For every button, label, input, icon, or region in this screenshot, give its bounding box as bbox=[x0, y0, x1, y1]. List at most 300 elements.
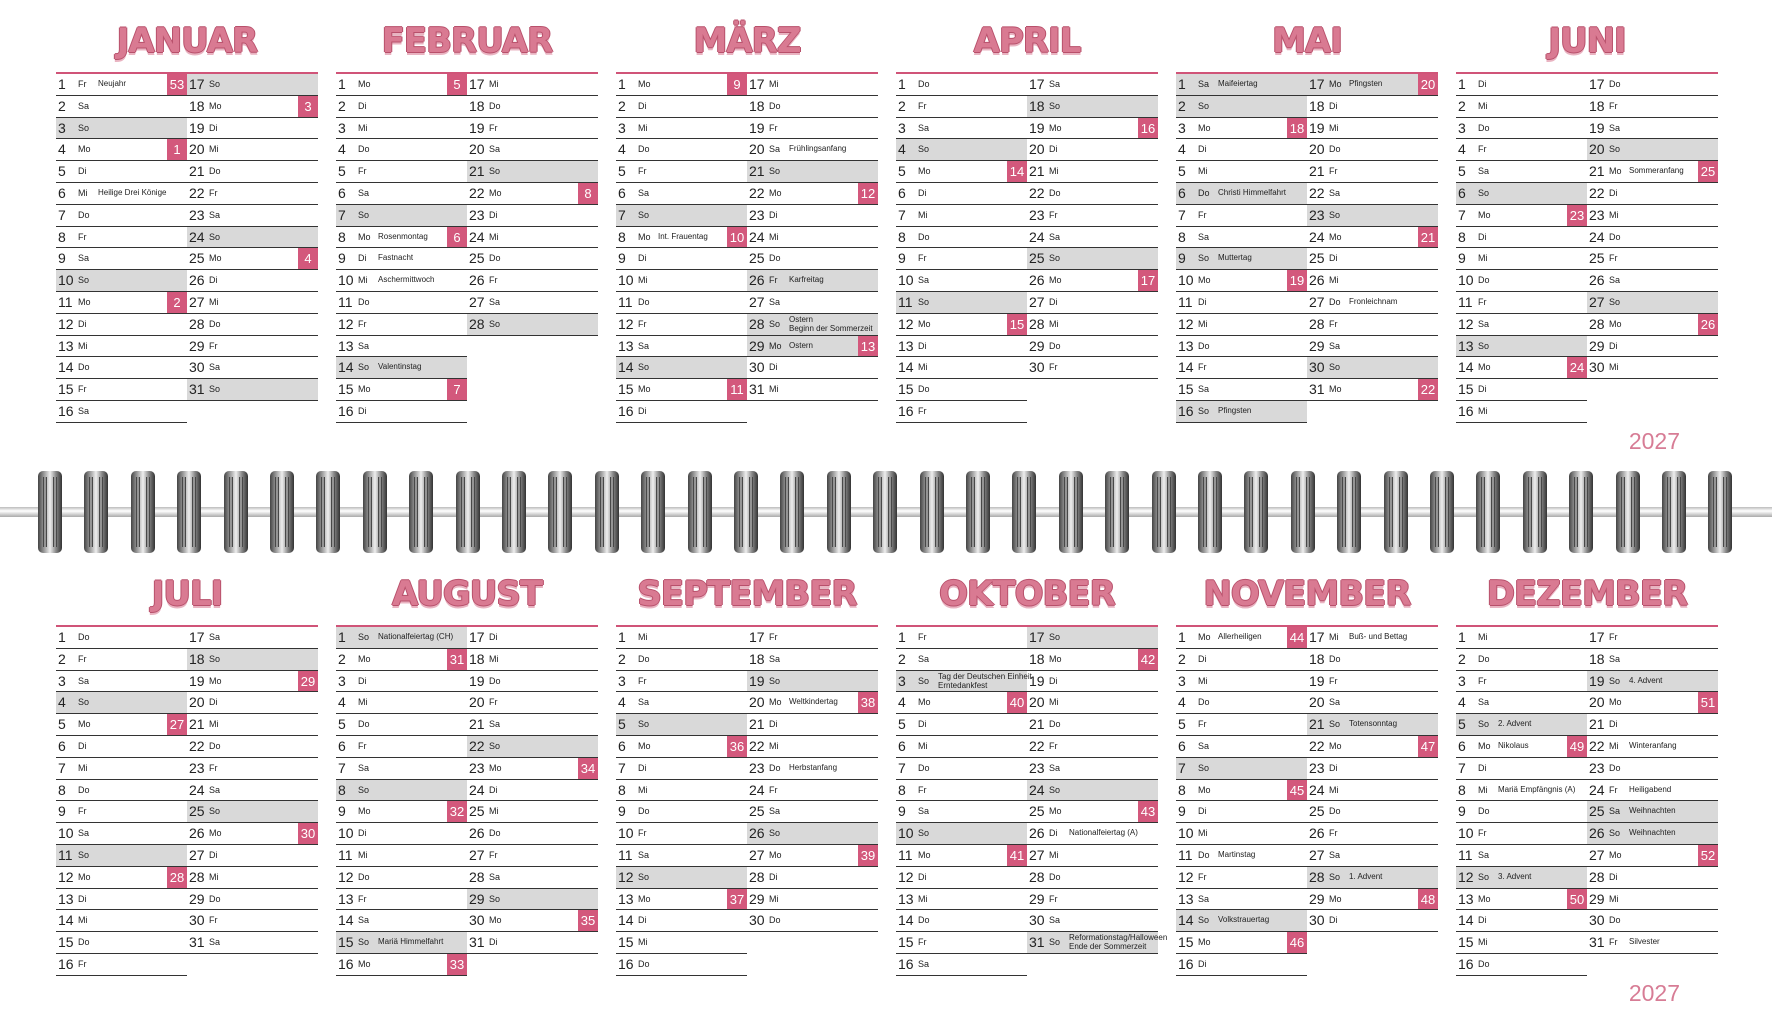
week-number-badge: 20 bbox=[1418, 74, 1438, 95]
day-cell bbox=[1027, 118, 1158, 140]
day-cell bbox=[56, 780, 187, 802]
day-number: 11 bbox=[58, 293, 73, 310]
weekday-label: Fr bbox=[918, 405, 927, 416]
day-number: 10 bbox=[1458, 272, 1474, 289]
day-number: 4 bbox=[618, 141, 626, 158]
spiral-ring bbox=[1476, 471, 1500, 553]
holiday-note-line: Weihnachten bbox=[1629, 806, 1676, 816]
day-number: 15 bbox=[1458, 381, 1474, 398]
weekday-label: Mi bbox=[1049, 849, 1059, 860]
day-number: 29 bbox=[1309, 890, 1325, 907]
day-cell bbox=[1027, 845, 1158, 867]
day-cell bbox=[747, 714, 878, 736]
weekday-label: Do bbox=[358, 719, 370, 730]
day-number: 6 bbox=[898, 184, 906, 201]
day-cell bbox=[1587, 205, 1718, 227]
month-block bbox=[616, 18, 878, 423]
holiday-note bbox=[1069, 828, 1138, 837]
weekday-label: Fr bbox=[638, 828, 647, 839]
day-number: 29 bbox=[1309, 337, 1325, 354]
holiday-note bbox=[1218, 406, 1251, 415]
spiral-ring bbox=[1523, 471, 1547, 553]
day-number: 20 bbox=[1029, 141, 1045, 158]
day-number: 4 bbox=[1178, 141, 1186, 158]
weekday-label: Fr bbox=[1478, 144, 1487, 155]
weekday-label: Fr bbox=[78, 958, 87, 969]
day-cell bbox=[1176, 780, 1307, 802]
day-cell bbox=[896, 401, 1027, 423]
day-number: 31 bbox=[469, 934, 485, 951]
day-number: 2 bbox=[58, 97, 66, 114]
day-number: 26 bbox=[189, 825, 205, 842]
day-number: 21 bbox=[1029, 163, 1045, 180]
day-number: 21 bbox=[469, 716, 485, 733]
day-number: 6 bbox=[338, 737, 346, 754]
weekday-label: Sa bbox=[358, 187, 370, 198]
day-cell bbox=[56, 671, 187, 693]
day-number: 3 bbox=[618, 119, 626, 136]
day-cell bbox=[56, 379, 187, 401]
day-number: 11 bbox=[618, 846, 633, 863]
day-cell bbox=[1176, 932, 1307, 954]
weekday-label: Mo bbox=[1329, 79, 1342, 89]
day-number: 26 bbox=[1309, 272, 1325, 289]
day-number: 25 bbox=[1029, 250, 1045, 267]
day-cell bbox=[616, 139, 747, 161]
day-cell bbox=[896, 889, 1027, 911]
weekday-label: So bbox=[1478, 719, 1490, 730]
week-number-badge: 2 bbox=[167, 292, 187, 313]
day-number: 19 bbox=[469, 119, 485, 136]
spiral-ring bbox=[131, 471, 155, 553]
day-number: 1 bbox=[58, 76, 66, 92]
day-cell bbox=[336, 357, 467, 379]
weekday-label: Mi bbox=[489, 79, 499, 89]
day-number: 14 bbox=[58, 912, 74, 929]
weekday-label: Di bbox=[1329, 253, 1338, 264]
day-column bbox=[1027, 74, 1158, 423]
week-number-badge: 5 bbox=[447, 74, 467, 95]
weekday-label: So bbox=[209, 384, 221, 395]
month-title: JULI bbox=[151, 574, 223, 614]
weekday-label: Mo bbox=[1329, 231, 1342, 242]
weekday-label: Di bbox=[489, 209, 498, 220]
day-column bbox=[187, 627, 318, 976]
weekday-label: Fr bbox=[638, 318, 647, 329]
day-number: 8 bbox=[1178, 228, 1186, 245]
weekday-label: Fr bbox=[1329, 166, 1338, 177]
weekday-label: So bbox=[638, 209, 650, 220]
day-number: 4 bbox=[1458, 141, 1466, 158]
weekday-label: Fr bbox=[1478, 675, 1487, 686]
day-cell bbox=[616, 205, 747, 227]
day-number: 31 bbox=[189, 381, 205, 398]
weekday-label: Mi bbox=[209, 296, 219, 307]
day-number: 19 bbox=[1309, 672, 1325, 689]
day-grid bbox=[56, 627, 318, 976]
month-block bbox=[56, 571, 318, 976]
day-number: 4 bbox=[338, 694, 346, 711]
weekday-label: So bbox=[1198, 100, 1210, 111]
weekday-label: So bbox=[638, 871, 650, 882]
day-grid bbox=[336, 627, 598, 976]
day-cell bbox=[747, 74, 878, 96]
weekday-label: Mo bbox=[78, 296, 91, 307]
day-number: 4 bbox=[58, 141, 66, 158]
week-number-badge: 12 bbox=[858, 183, 878, 204]
day-cell bbox=[1307, 270, 1438, 292]
weekday-label: Fr bbox=[918, 937, 927, 948]
weekday-label: Mi bbox=[1478, 784, 1488, 795]
day-cell bbox=[1456, 932, 1587, 954]
day-number: 12 bbox=[1178, 868, 1194, 885]
day-number: 3 bbox=[338, 119, 346, 136]
holiday-note-line: Tag der Deutschen Einheit bbox=[938, 671, 1032, 681]
weekday-label: Di bbox=[358, 100, 367, 111]
weekday-label: Mo bbox=[78, 871, 91, 882]
weekday-label: Sa bbox=[78, 675, 90, 686]
day-number: 21 bbox=[1589, 163, 1605, 180]
day-cell bbox=[1307, 671, 1438, 693]
weekday-label: So bbox=[1329, 719, 1341, 730]
day-number: 1 bbox=[618, 629, 626, 645]
weekday-label: Di bbox=[918, 187, 927, 198]
day-number: 18 bbox=[749, 650, 765, 667]
day-cell bbox=[896, 139, 1027, 161]
day-cell bbox=[1307, 889, 1438, 911]
day-number: 7 bbox=[58, 759, 66, 776]
day-cell bbox=[336, 736, 467, 758]
day-cell bbox=[1587, 649, 1718, 671]
day-number: 20 bbox=[749, 694, 765, 711]
holiday-note bbox=[789, 144, 846, 153]
week-number-badge: 7 bbox=[447, 379, 467, 400]
holiday-note-line: Fastnacht bbox=[378, 253, 414, 263]
day-cell bbox=[1587, 96, 1718, 118]
day-number: 14 bbox=[338, 912, 354, 929]
day-cell bbox=[1587, 932, 1718, 954]
day-cell bbox=[187, 823, 318, 845]
day-number: 19 bbox=[1309, 119, 1325, 136]
day-number: 13 bbox=[58, 337, 74, 354]
weekday-label: So bbox=[1609, 675, 1621, 686]
weekday-label: Fr bbox=[918, 100, 927, 111]
month-title: SEPTEMBER bbox=[637, 574, 857, 614]
month-block bbox=[616, 571, 878, 976]
day-number: 6 bbox=[618, 184, 626, 201]
month-title: JANUAR bbox=[116, 21, 258, 61]
weekday-label: So bbox=[1049, 784, 1061, 795]
weekday-label: Do bbox=[1478, 806, 1490, 817]
day-cell bbox=[1027, 96, 1158, 118]
weekday-label: Sa bbox=[1609, 122, 1621, 133]
day-cell bbox=[747, 379, 878, 401]
month-block bbox=[1456, 571, 1718, 976]
day-cell bbox=[1456, 96, 1587, 118]
holiday-note-line: Pfingsten bbox=[1349, 79, 1383, 88]
day-number: 28 bbox=[189, 315, 205, 332]
weekday-label: So bbox=[489, 740, 501, 751]
day-number: 15 bbox=[1178, 381, 1194, 398]
day-cell bbox=[747, 823, 878, 845]
weekday-label: Di bbox=[1198, 653, 1207, 664]
weekday-label: Mi bbox=[1609, 362, 1619, 373]
day-number: 5 bbox=[1178, 716, 1186, 733]
day-cell bbox=[616, 932, 747, 954]
day-cell bbox=[1027, 248, 1158, 270]
holiday-note-line: Allerheiligen bbox=[1218, 632, 1262, 641]
day-cell bbox=[1307, 205, 1438, 227]
month-block bbox=[1456, 18, 1718, 423]
weekday-label: So bbox=[1198, 762, 1210, 773]
weekday-label: Mi bbox=[78, 915, 88, 926]
day-cell bbox=[56, 845, 187, 867]
day-cell bbox=[467, 845, 598, 867]
holiday-note bbox=[789, 315, 873, 333]
weekday-label: Mi bbox=[769, 893, 779, 904]
day-cell bbox=[1027, 932, 1168, 954]
weekday-label: Mi bbox=[209, 719, 219, 730]
weekday-label: Do bbox=[78, 632, 90, 642]
day-number: 15 bbox=[898, 381, 914, 398]
weekday-label: Do bbox=[638, 296, 650, 307]
weekday-label: Mo bbox=[209, 253, 222, 264]
weekday-label: Di bbox=[918, 871, 927, 882]
weekday-label: Mo bbox=[1198, 632, 1211, 642]
day-cell bbox=[56, 357, 187, 379]
month-block bbox=[896, 571, 1168, 976]
weekday-label: Di bbox=[489, 937, 498, 948]
spiral-ring bbox=[1662, 471, 1686, 553]
day-number: 5 bbox=[1458, 716, 1466, 733]
day-cell bbox=[56, 96, 187, 118]
day-number: 16 bbox=[1178, 955, 1194, 972]
weekday-label: Mi bbox=[638, 122, 648, 133]
weekday-label: So bbox=[1478, 187, 1490, 198]
holiday-note bbox=[1349, 872, 1382, 881]
day-number: 14 bbox=[618, 912, 634, 929]
weekday-label: Mo bbox=[918, 166, 931, 177]
day-cell bbox=[336, 379, 467, 401]
day-column bbox=[747, 627, 878, 976]
month-title: APRIL bbox=[973, 21, 1081, 61]
day-number: 24 bbox=[189, 228, 205, 245]
day-number: 23 bbox=[749, 759, 765, 776]
day-number: 16 bbox=[58, 402, 74, 419]
weekday-label: Mo bbox=[1198, 275, 1211, 286]
day-cell bbox=[1176, 379, 1307, 401]
week-number-badge: 50 bbox=[1567, 889, 1587, 910]
weekday-label: Sa bbox=[358, 762, 370, 773]
weekday-label: Mo bbox=[209, 675, 222, 686]
day-cell bbox=[747, 736, 878, 758]
weekday-label: Di bbox=[638, 405, 647, 416]
day-cell bbox=[336, 780, 467, 802]
week-number-badge: 15 bbox=[1007, 314, 1027, 335]
day-cell bbox=[747, 649, 878, 671]
day-number: 8 bbox=[898, 228, 906, 245]
weekday-label: Do bbox=[1478, 958, 1490, 969]
day-number: 28 bbox=[1309, 315, 1325, 332]
weekday-label: Di bbox=[1329, 762, 1338, 773]
day-cell bbox=[336, 227, 467, 249]
day-number: 15 bbox=[898, 934, 914, 951]
day-number: 9 bbox=[1458, 250, 1466, 267]
day-number: 21 bbox=[749, 716, 765, 733]
day-cell bbox=[1027, 270, 1158, 292]
weekday-label: Do bbox=[918, 384, 930, 395]
holiday-note-line: Int. Frauentag bbox=[658, 231, 708, 241]
day-number: 19 bbox=[1029, 672, 1045, 689]
day-cell bbox=[1176, 627, 1307, 649]
weekday-label: Di bbox=[769, 362, 778, 373]
holiday-note-line: Ostern bbox=[789, 340, 814, 350]
week-number-badge: 40 bbox=[1007, 692, 1027, 713]
week-number-badge: 33 bbox=[447, 954, 467, 975]
day-cell bbox=[187, 627, 318, 649]
day-number: 12 bbox=[898, 868, 914, 885]
day-cell bbox=[56, 801, 187, 823]
day-number: 9 bbox=[338, 250, 346, 267]
day-number: 29 bbox=[1029, 337, 1045, 354]
spiral-ring bbox=[1291, 471, 1315, 553]
day-cell bbox=[187, 74, 318, 96]
day-number: 11 bbox=[58, 846, 73, 863]
day-cell bbox=[336, 627, 467, 649]
weekday-label: Mi bbox=[1478, 405, 1488, 416]
weekday-label: Mi bbox=[769, 79, 779, 89]
day-number: 13 bbox=[1458, 337, 1474, 354]
weekday-label: Mo bbox=[1049, 275, 1062, 286]
day-cell bbox=[896, 954, 1027, 976]
day-cell bbox=[1027, 627, 1158, 649]
day-cell bbox=[336, 270, 467, 292]
day-number: 15 bbox=[338, 381, 354, 398]
day-cell bbox=[467, 801, 598, 823]
weekday-label: So bbox=[209, 231, 221, 242]
holiday-note-line: Nationalfeiertag (A) bbox=[1069, 828, 1138, 838]
week-number-badge: 46 bbox=[1287, 932, 1307, 953]
day-number: 18 bbox=[1309, 97, 1325, 114]
week-number-badge: 18 bbox=[1287, 118, 1307, 139]
day-cell bbox=[467, 183, 598, 205]
weekday-label: Sa bbox=[1049, 79, 1061, 89]
day-cell bbox=[1456, 627, 1587, 649]
weekday-label: Sa bbox=[489, 144, 501, 155]
weekday-label: Mi bbox=[638, 632, 648, 642]
week-number-badge: 29 bbox=[298, 671, 318, 692]
weekday-label: Mo bbox=[358, 653, 371, 664]
day-number: 25 bbox=[749, 803, 765, 820]
day-number: 20 bbox=[1589, 141, 1605, 158]
day-number: 13 bbox=[338, 890, 354, 907]
holiday-note-line: 4. Advent bbox=[1629, 675, 1663, 685]
day-number: 5 bbox=[58, 716, 66, 733]
weekday-label: Do bbox=[1329, 653, 1341, 664]
day-number: 22 bbox=[469, 184, 485, 201]
spiral-ring bbox=[270, 471, 294, 553]
weekday-label: Fr bbox=[489, 697, 498, 708]
holiday-note-line: Fronleichnam bbox=[1349, 296, 1398, 306]
weekday-label: Do bbox=[1049, 719, 1061, 730]
holiday-note-line: Reformationstag/Halloween bbox=[1069, 933, 1168, 943]
day-number: 28 bbox=[469, 315, 485, 332]
weekday-label: Di bbox=[78, 740, 87, 751]
day-cell bbox=[1176, 292, 1307, 314]
day-cell bbox=[467, 758, 598, 780]
day-cell bbox=[1587, 292, 1718, 314]
day-cell bbox=[56, 714, 187, 736]
weekday-label: Di bbox=[1609, 187, 1618, 198]
day-number: 30 bbox=[1029, 359, 1045, 376]
day-number: 22 bbox=[1029, 184, 1045, 201]
day-cell bbox=[616, 292, 747, 314]
day-number: 25 bbox=[189, 250, 205, 267]
day-cell bbox=[1456, 227, 1587, 249]
day-number: 17 bbox=[469, 629, 485, 645]
weekday-label: Mi bbox=[638, 784, 648, 795]
day-cell bbox=[1456, 823, 1587, 845]
weekday-label: Sa bbox=[1198, 893, 1210, 904]
weekday-label: Di bbox=[1478, 762, 1487, 773]
day-cell bbox=[1027, 292, 1158, 314]
weekday-label: So bbox=[1609, 296, 1621, 307]
day-number: 30 bbox=[1589, 359, 1605, 376]
weekday-label: Mi bbox=[1478, 937, 1488, 948]
weekday-label: Di bbox=[209, 122, 218, 133]
weekday-label: Sa bbox=[1049, 915, 1061, 926]
day-number: 11 bbox=[338, 293, 353, 310]
day-cell bbox=[1456, 692, 1587, 714]
day-column bbox=[616, 627, 747, 976]
day-cell bbox=[1176, 954, 1307, 976]
weekday-label: Mo bbox=[358, 231, 371, 242]
day-number: 14 bbox=[898, 912, 914, 929]
weekday-label: Mo bbox=[769, 187, 782, 198]
day-cell bbox=[747, 183, 878, 205]
weekday-label: So bbox=[358, 362, 370, 373]
day-cell bbox=[1307, 714, 1438, 736]
weekday-label: Mo bbox=[918, 849, 931, 860]
day-cell bbox=[56, 161, 187, 183]
weekday-label: Mo bbox=[78, 144, 91, 155]
weekday-label: Sa bbox=[209, 209, 221, 220]
day-number: 27 bbox=[1029, 293, 1045, 310]
day-column bbox=[1307, 74, 1438, 423]
day-cell bbox=[1587, 692, 1718, 714]
day-number: 5 bbox=[618, 716, 626, 733]
weekday-label: Mo bbox=[1198, 122, 1211, 133]
holiday-note bbox=[1498, 719, 1531, 728]
day-number: 12 bbox=[1458, 868, 1474, 885]
weekday-label: So bbox=[769, 166, 781, 177]
weekday-label: Do bbox=[1198, 340, 1210, 351]
weekday-label: Di bbox=[1609, 719, 1618, 730]
week-number-badge: 49 bbox=[1567, 736, 1587, 757]
month-title: JUNI bbox=[1548, 21, 1626, 61]
weekday-label: Mo bbox=[1329, 893, 1342, 904]
day-cell bbox=[896, 379, 1027, 401]
holiday-note bbox=[1629, 828, 1676, 837]
weekday-label: So bbox=[358, 209, 370, 220]
day-number: 22 bbox=[1589, 184, 1605, 201]
day-number: 18 bbox=[1309, 650, 1325, 667]
weekday-label: Mo bbox=[1478, 362, 1491, 373]
day-cell bbox=[467, 671, 598, 693]
day-cell bbox=[1307, 627, 1438, 649]
weekday-label: Do bbox=[638, 144, 650, 155]
week-number-badge: 41 bbox=[1007, 845, 1027, 866]
